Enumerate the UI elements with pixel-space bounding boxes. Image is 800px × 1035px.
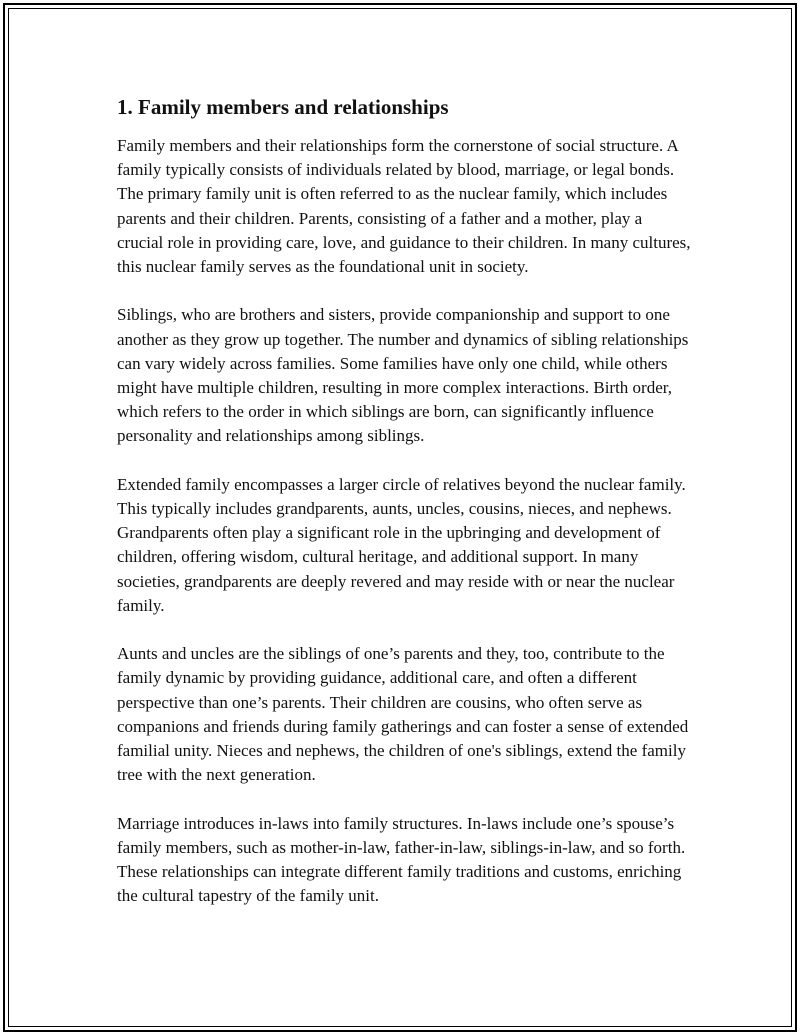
paragraph-in-laws: Marriage introduces in-laws into family structures. In-laws include one’s spouse’s family members, such as mother-in-law, father-in-law, siblings-in-law, and so forth. These relationships can integrate different family traditions and customs, enriching the cultural tapestry of the family unit. <box>117 813 686 906</box>
paragraph-extended-family: Extended family encompasses a larger circle of relatives beyond the nuclear family. This typically includes grandparents, aunts, uncles, cousins, nieces, and nephews. Grandparents often play a significant role in the upbringing and development of children, offering wisdom, cultural heritage, and additional support. In many societies, grandparents are deeply revered and may reside with or near the nuclear family. <box>117 474 686 615</box>
paragraph-aunts-uncles: Aunts and uncles are the siblings of one’s parents and they, too, contribute to the family dynamic by providing guidance, additional care, and often a different perspective than one’s parents. Their children are cousins, who often serve as companions and friends during family gatherings and can foster a sense of extended familial unity. Nieces and nephews, the children of one's siblings, extend the family tree with the next generation. <box>117 644 689 785</box>
paragraph-siblings: Siblings, who are brothers and sisters, provide companionship and support to one another as they grow up together. The number and dynamics of sibling relationships can vary widely across families. Some families have only one child, while others might have multiple children, resulting in more complex interactions. Birth order, which refers to the order in which siblings are born, can significantly influence personality and relationships among siblings. <box>117 305 689 446</box>
document-body <box>117 93 692 933</box>
paragraph-nuclear-family: Family members and their relationships form the cornerstone of social structure. A family typically consists of individuals related by blood, marriage, or legal bonds. The primary family unit is often referred to as the nuclear family, which includes parents and their children. Parents, consisting of a father and a mother, play a crucial role in providing care, love, and guidance to their children. In many cultures, this nuclear family serves as the foundational unit in society. <box>117 136 691 277</box>
section-heading: 1. Family members and relationships <box>117 95 449 119</box>
